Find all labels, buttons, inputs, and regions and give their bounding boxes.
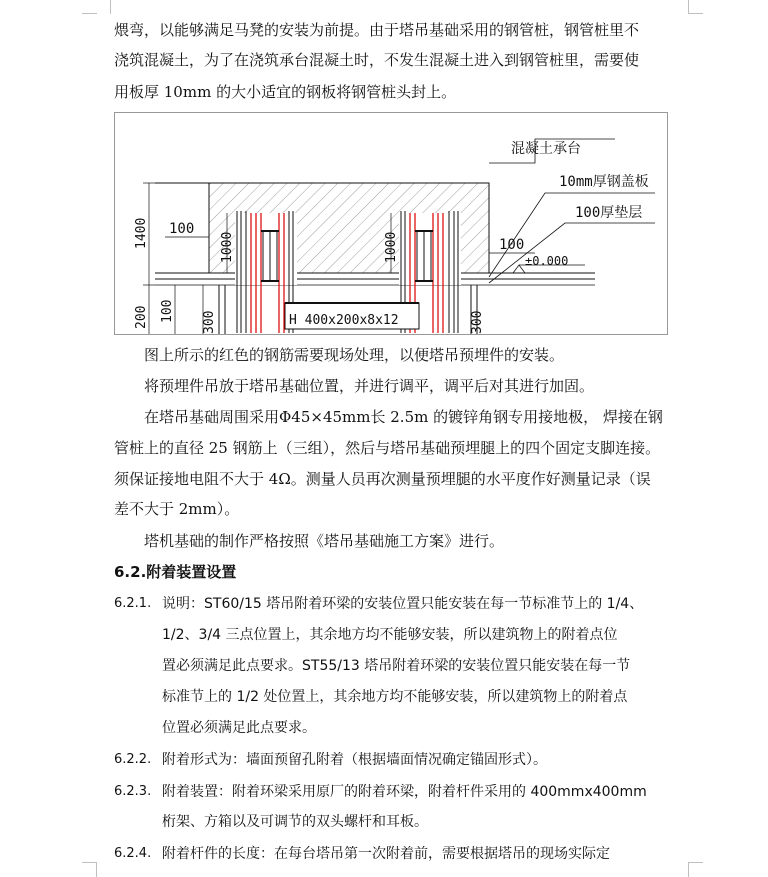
foundation-section-drawing	[114, 112, 668, 335]
body-text-line: 将预埋件吊放于塔吊基础位置，并进行调平，调平后对其进行加固。	[144, 377, 595, 395]
item-text-line: 说明：ST60/15 塔吊附着环梁的安装位置只能安装在每一节标准节上的 1/4、	[162, 596, 644, 612]
item-text-line: 桁架、方箱以及可调节的双头螺杆和耳板。	[162, 814, 428, 830]
item-text-line: 附着杆件的长度：在每台塔吊第一次附着前，需要根据塔吊的现场实际定	[162, 846, 610, 862]
body-text-line: 图上所示的红色的钢筋需要现场处理，以便塔吊预埋件的安装。	[144, 346, 565, 364]
label-steel-plate: 10mm厚钢盖板	[559, 174, 649, 190]
item-number: 6.2.3.	[114, 784, 152, 799]
body-text-line: 差不大于 2mm）。	[114, 500, 240, 518]
label-concrete-cap: 混凝土承台	[511, 141, 581, 157]
dim-200: 200	[134, 305, 149, 329]
dim-100-right: 100	[499, 237, 525, 253]
page-corner-mark	[688, 862, 689, 877]
body-text-line: 在塔吊基础周围采用Φ45×45mm长 2.5m 的镀锌角钢专用接地极， 焊接在钢	[144, 408, 663, 426]
dim-1000-right: 1000	[384, 231, 399, 263]
body-text-line: 煨弯，以能够满足马凳的安装为前提。由于塔吊基础采用的钢管桩，钢管桩里不	[114, 21, 640, 39]
item-text-line: 1/2、3/4 三点位置上，其余地方均不能够安装，所以建筑物上的附着点位	[162, 627, 618, 643]
dim-100-bottom: 100	[160, 299, 175, 323]
item-text-line: 置必须满足此点要求。ST55/13 塔吊附着环梁的安装位置只能安装在每一节	[162, 658, 631, 674]
page-corner-mark	[96, 0, 111, 14]
body-text-line: 浇筑混凝土，为了在浇筑承台混凝土时，不发生混凝土进入到钢管桩里，需要使	[114, 51, 640, 69]
item-text-line: 标准节上的 1/2 处位置上，其余地方均不能够安装，所以建筑物上的附着点	[162, 689, 628, 705]
label-cushion: 100厚垫层	[575, 205, 643, 221]
body-text-line: 用板厚 10mm 的大小适宜的钢板将钢管桩头封上。	[114, 83, 457, 101]
page-corner-mark	[82, 13, 97, 14]
page-corner-mark	[82, 862, 97, 863]
dim-1400: 1400	[134, 217, 149, 249]
section-heading: 6.2.附着装置设置	[114, 563, 237, 581]
page-corner-mark	[688, 0, 703, 14]
item-number: 6.2.4.	[114, 846, 152, 861]
beam-label: H 400x200x8x12	[289, 313, 399, 328]
body-text-line: 管桩上的直径 25 钢筋上（三组），然后与塔吊基础预埋腿上的四个固定支脚连接。	[114, 439, 661, 457]
dim-300-right: 300	[470, 310, 485, 334]
page-corner-mark	[688, 13, 703, 14]
item-text-line: 位置必须满足此点要求。	[162, 720, 316, 736]
item-number: 6.2.2.	[114, 752, 152, 767]
dim-300-left: 300	[202, 310, 217, 334]
body-text-line: 塔机基础的制作严格按照《塔吊基础施工方案》进行。	[144, 532, 505, 550]
item-text-line: 附着装置：附着环梁采用原厂的附着环梁，附着杆件采用的 400mmx400mm	[162, 784, 647, 800]
item-number: 6.2.1.	[114, 596, 152, 611]
elevation-label: ±0.000	[525, 254, 569, 268]
dim-1000-left: 1000	[220, 231, 235, 263]
page-corner-mark	[688, 862, 703, 863]
dim-100-left: 100	[169, 221, 195, 237]
body-text-line: 须保证接地电阻不大于 4Ω。测量人员再次测量预埋腿的水平度作好测量记录（误	[114, 470, 651, 488]
page-corner-mark	[96, 862, 97, 877]
item-text-line: 附着形式为：墙面预留孔附着（根据墙面情况确定锚固形式）。	[162, 752, 547, 768]
